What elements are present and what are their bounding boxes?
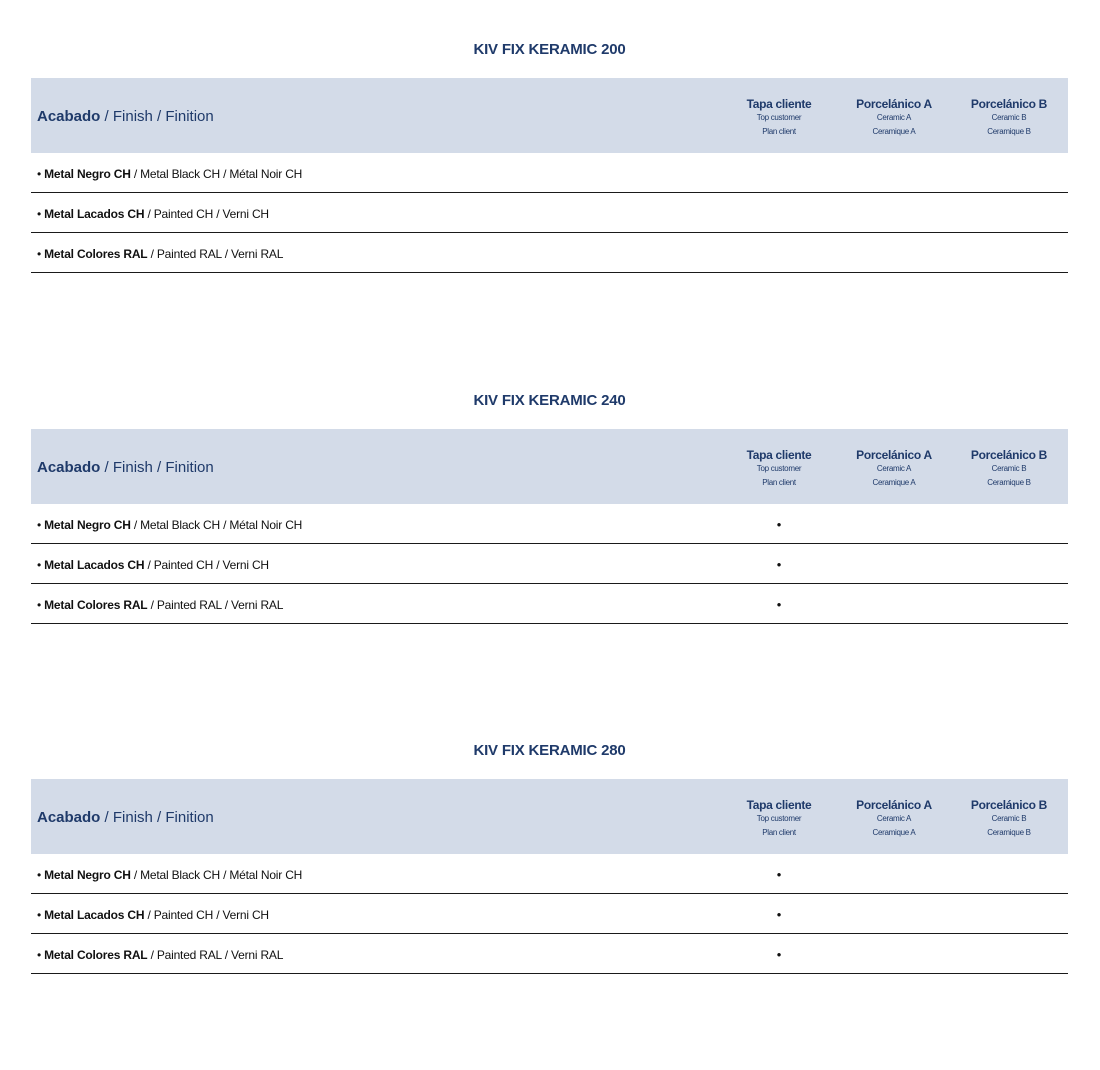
- finish-translations: / Painted CH / Verni CH: [144, 558, 269, 572]
- column-subtitle-fr: Ceramique A: [872, 478, 916, 487]
- finish-header-bold: Acabado: [37, 108, 101, 125]
- finish-header-label: [37, 78, 214, 153]
- column-header-top-customer: [724, 78, 834, 153]
- column-header-porcelanico-a: [839, 779, 949, 854]
- row-label: [37, 584, 283, 626]
- table-header: [31, 429, 1068, 504]
- bullet: •: [37, 518, 45, 532]
- availability-mark: •: [776, 907, 782, 922]
- column-subtitle-fr: Ceramique B: [987, 828, 1031, 837]
- bullet: •: [37, 868, 45, 882]
- section-title: KIV FIX KERAMIC 280: [473, 742, 626, 759]
- column-header-top-customer: [724, 779, 834, 854]
- row-label: [37, 233, 283, 275]
- finish-name: Metal Colores RAL: [44, 247, 148, 261]
- availability-mark: •: [776, 597, 782, 612]
- finish-header-label: [37, 429, 214, 504]
- column-header-porcelanico-a: [839, 429, 949, 504]
- column-title: Tapa cliente: [746, 798, 812, 812]
- column-subtitle-fr: Ceramique A: [872, 127, 916, 136]
- finish-header-bold: Acabado: [37, 459, 101, 476]
- column-title: Porcelánico A: [856, 448, 932, 462]
- column-subtitle-en: Ceramic A: [876, 113, 912, 122]
- column-header-porcelanico-b: [954, 429, 1064, 504]
- row-label: [37, 193, 269, 235]
- column-header-porcelanico-b: [954, 779, 1064, 854]
- finish-translations: / Painted RAL / Verni RAL: [147, 247, 284, 261]
- column-subtitle-fr: Plan client: [762, 127, 796, 136]
- table-section-keramic-240: [31, 391, 1068, 624]
- row-label: [37, 934, 283, 976]
- table-row: [31, 854, 1068, 894]
- table-row: [31, 193, 1068, 233]
- finish-translations: / Painted RAL / Verni RAL: [147, 948, 284, 962]
- column-subtitle-en: Ceramic A: [876, 464, 912, 473]
- finish-translations: / Metal Black CH / Métal Noir CH: [130, 167, 303, 181]
- column-title: Porcelánico B: [970, 97, 1048, 111]
- finish-header-rest: / Finish / Finition: [100, 809, 214, 826]
- finish-name: Metal Negro CH: [44, 868, 131, 882]
- table-row: [31, 934, 1068, 974]
- finish-name: Metal Negro CH: [44, 167, 131, 181]
- row-label: [37, 153, 302, 195]
- column-subtitle-fr: Plan client: [762, 478, 796, 487]
- bullet: •: [37, 167, 45, 181]
- finish-translations: / Metal Black CH / Métal Noir CH: [130, 868, 303, 882]
- column-header-top-customer: [724, 429, 834, 504]
- column-subtitle-en: Top customer: [756, 113, 802, 122]
- availability-mark: •: [776, 947, 782, 962]
- availability-mark: •: [776, 557, 782, 572]
- column-title: Porcelánico B: [970, 798, 1048, 812]
- column-subtitle-en: Ceramic B: [991, 464, 1027, 473]
- table-row: [31, 894, 1068, 934]
- column-title: Porcelánico A: [856, 798, 932, 812]
- column-title: Porcelánico A: [856, 97, 932, 111]
- finish-header-bold: Acabado: [37, 809, 101, 826]
- column-subtitle-en: Top customer: [756, 464, 802, 473]
- column-subtitle-en: Ceramic A: [876, 814, 912, 823]
- bullet: •: [37, 558, 45, 572]
- column-header-porcelanico-b: [954, 78, 1064, 153]
- column-title: Porcelánico B: [970, 448, 1048, 462]
- bullet: •: [37, 207, 45, 221]
- column-subtitle-en: Ceramic B: [991, 814, 1027, 823]
- column-title: Tapa cliente: [746, 97, 812, 111]
- table-row: [31, 504, 1068, 544]
- column-subtitle-fr: Ceramique A: [872, 828, 916, 837]
- column-subtitle-en: Top customer: [756, 814, 802, 823]
- finish-translations: / Painted RAL / Verni RAL: [147, 598, 284, 612]
- column-subtitle-fr: Ceramique B: [987, 478, 1031, 487]
- bullet: •: [37, 598, 45, 612]
- finish-name: Metal Negro CH: [44, 518, 131, 532]
- table-row: [31, 584, 1068, 624]
- table-header: [31, 78, 1068, 153]
- finish-name: Metal Colores RAL: [44, 598, 148, 612]
- finish-translations: / Metal Black CH / Métal Noir CH: [130, 518, 303, 532]
- finish-header-rest: / Finish / Finition: [100, 459, 214, 476]
- finish-translations: / Painted CH / Verni CH: [144, 207, 269, 221]
- column-title: Tapa cliente: [746, 448, 812, 462]
- table-row: [31, 233, 1068, 273]
- bullet: •: [37, 948, 45, 962]
- row-label: [37, 544, 269, 586]
- row-label: [37, 504, 302, 546]
- table-header: [31, 779, 1068, 854]
- finish-header-label: [37, 779, 214, 854]
- row-label: [37, 854, 302, 896]
- bullet: •: [37, 247, 45, 261]
- bullet: •: [37, 908, 45, 922]
- finish-name: Metal Lacados CH: [44, 207, 145, 221]
- finish-name: Metal Lacados CH: [44, 908, 145, 922]
- column-subtitle-en: Ceramic B: [991, 113, 1027, 122]
- table-section-keramic-280: [31, 741, 1068, 974]
- finish-name: Metal Colores RAL: [44, 948, 148, 962]
- finish-name: Metal Lacados CH: [44, 558, 145, 572]
- section-title: KIV FIX KERAMIC 200: [473, 41, 626, 58]
- table-row: [31, 544, 1068, 584]
- table-row: [31, 153, 1068, 193]
- finish-header-rest: / Finish / Finition: [100, 108, 214, 125]
- availability-mark: •: [776, 517, 782, 532]
- column-subtitle-fr: Ceramique B: [987, 127, 1031, 136]
- finish-translations: / Painted CH / Verni CH: [144, 908, 269, 922]
- table-section-keramic-200: [31, 40, 1068, 273]
- availability-mark: •: [776, 867, 782, 882]
- column-header-porcelanico-a: [839, 78, 949, 153]
- column-subtitle-fr: Plan client: [762, 828, 796, 837]
- row-label: [37, 894, 269, 936]
- section-title: KIV FIX KERAMIC 240: [473, 392, 626, 409]
